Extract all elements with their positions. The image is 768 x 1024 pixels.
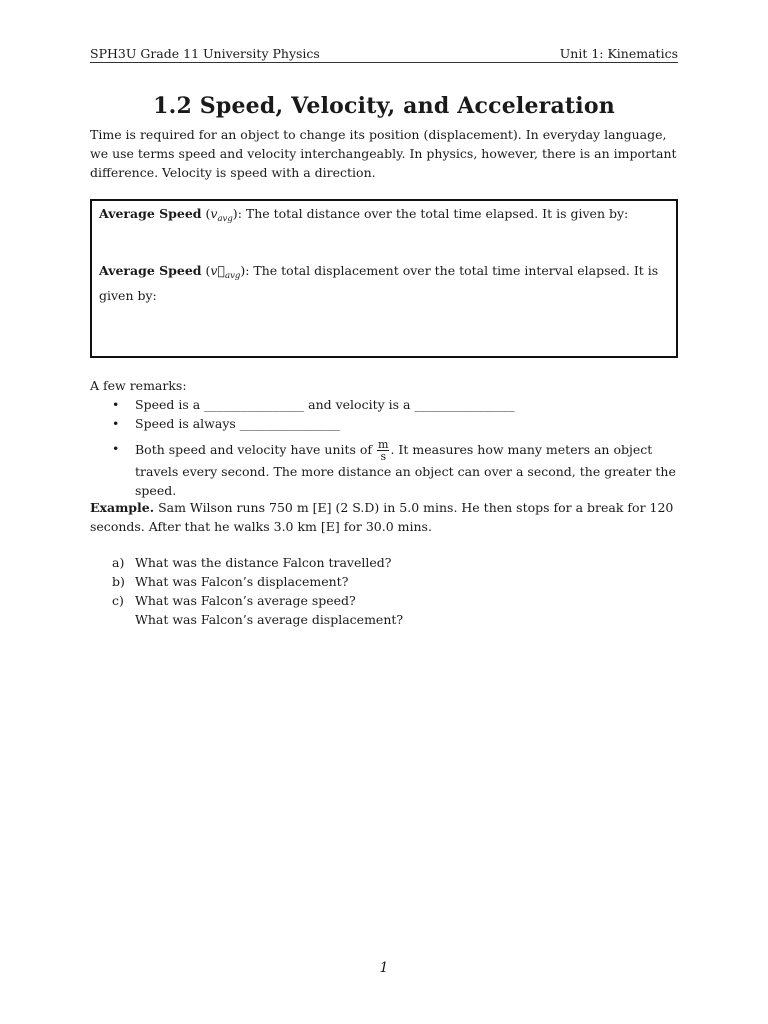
- remark-text: Speed is always ________________: [135, 416, 340, 431]
- bullet-icon: •: [112, 416, 120, 431]
- question-text: What was Falcon’s average displacement?: [135, 612, 404, 627]
- question-label: c): [112, 593, 124, 608]
- question-item: [90, 553, 678, 572]
- fraction-denominator: s: [380, 450, 387, 463]
- remark-text: Both speed and velocity have units of: [135, 442, 373, 457]
- unit-title: Unit 1: Kinematics: [559, 46, 678, 61]
- bullet-icon: •: [112, 397, 120, 412]
- question-text: What was the distance Falcon travelled?: [135, 555, 392, 570]
- question-label: b): [112, 574, 125, 589]
- bullet-icon: •: [112, 441, 120, 456]
- remark-text: Speed is a ________________ and velocity is a ________________: [135, 397, 515, 412]
- example-label: Example.: [90, 500, 155, 515]
- example-text: Sam Wilson runs 750 m [E] (2 S.D) in 5.0 mins. He then stops for a break for 120 seconds. After that he walks 3.0 km [E] for 30.0 mins.: [90, 500, 674, 534]
- running-header: [90, 46, 678, 63]
- question-item: [90, 572, 678, 591]
- definition-text: : The total distance over the total time elapsed. It is given by:: [237, 206, 629, 221]
- page-number: 1: [379, 960, 389, 976]
- units-fraction: [377, 439, 389, 462]
- question-text: What was Falcon’s displacement?: [135, 574, 349, 589]
- definition-box: [90, 199, 678, 358]
- definition-average-speed: Average Speed $(v_{avg})$: The total distance over the total time elapsed. It is given by:: [99, 206, 629, 224]
- list-item: [90, 414, 678, 433]
- speed-symbol: v: [210, 206, 218, 221]
- speed-subscript: avg: [217, 214, 233, 224]
- definition-text: : The total displacement over the total time interval elapsed. It is given by:: [99, 263, 659, 303]
- question-item: [90, 610, 678, 629]
- remarks-list: [90, 395, 678, 500]
- remarks-heading: A few remarks:: [90, 378, 187, 393]
- velocity-symbol: v⃗: [210, 263, 225, 278]
- velocity-subscript: avg: [225, 271, 241, 281]
- remark-text: . It measures how many meters an object travels every second. The more distance an object can over a second, the greater the speed.: [135, 442, 676, 498]
- section-title: 1.2 Speed, Velocity, and Acceleration: [153, 93, 615, 119]
- intro-paragraph: Time is required for an object to change its position (displacement). In everyday language, we use terms speed and velocity interchangeably. In physics, however, there is an important difference. Velocity is speed with a direction.: [90, 127, 677, 180]
- list-item: [90, 439, 678, 500]
- list-item: [90, 395, 678, 414]
- course-title: SPH3U Grade 11 University Physics: [90, 46, 320, 61]
- question-item: [90, 591, 678, 610]
- question-list: [90, 553, 678, 629]
- fraction-numerator: m: [378, 438, 389, 451]
- definition-average-velocity: Average Speed $(v⃗_{avg})$: The total displacement over the total time interval elapsed. It is given by:: [99, 263, 659, 303]
- definition-term: Average Speed: [99, 263, 202, 278]
- definition-term: Average Speed: [99, 206, 202, 221]
- example-paragraph: [90, 498, 678, 536]
- question-text: What was Falcon’s average speed?: [135, 593, 356, 608]
- question-label: a): [112, 555, 125, 570]
